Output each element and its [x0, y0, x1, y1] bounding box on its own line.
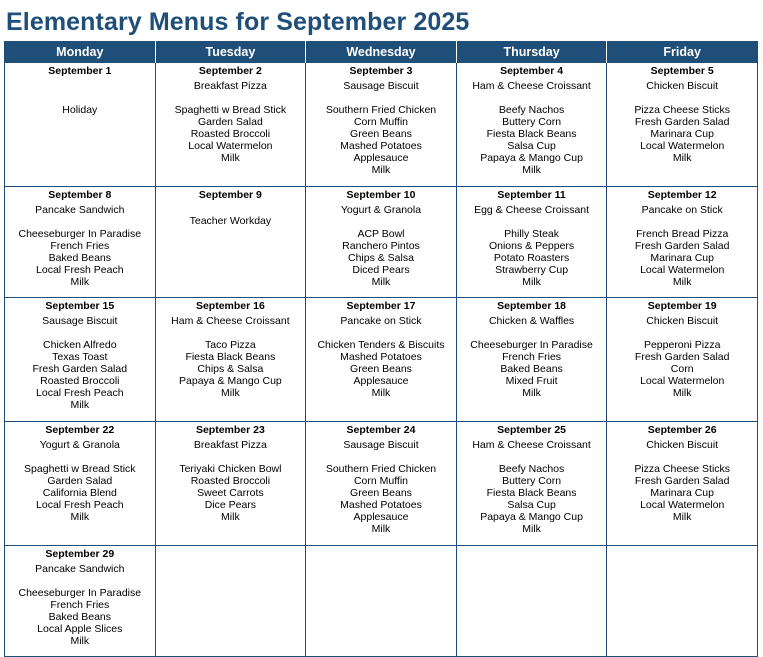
lunch-item: Roasted Broccoli	[40, 375, 120, 387]
empty-day-cell	[306, 546, 457, 657]
day-date: September 5	[650, 65, 714, 77]
menu-calendar	[4, 41, 758, 657]
breakfast-item: Pancake on Stick	[340, 315, 422, 327]
spacer	[308, 327, 454, 339]
spacer	[158, 201, 304, 215]
lunch-item: Salsa Cup	[507, 140, 556, 152]
lunch-item: Onions & Peppers	[488, 240, 575, 252]
lunch-item: Potato Roasters	[493, 252, 570, 264]
spacer	[158, 92, 304, 104]
day-cell	[5, 422, 156, 546]
lunch-item: Milk	[672, 511, 692, 523]
day-date: September 10	[346, 189, 416, 201]
day-date: September 15	[45, 300, 115, 312]
week-row	[5, 187, 758, 298]
lunch-item: Local Apple Slices	[37, 623, 123, 635]
spacer	[609, 216, 755, 228]
lunch-item: Pizza Cheese Sticks	[634, 104, 731, 116]
lunch-item: Marinara Cup	[650, 252, 714, 264]
spacer	[308, 216, 454, 228]
day-date: September 1	[48, 65, 112, 77]
breakfast-item: Sausage Biscuit	[343, 80, 419, 92]
lunch-item: Sweet Carrots	[197, 487, 264, 499]
spacer	[7, 451, 153, 463]
lunch-item: Local Fresh Peach	[36, 264, 124, 276]
day-header-wednesday: Wednesday	[306, 41, 457, 63]
lunch-item: Milk	[70, 399, 90, 411]
lunch-item: Mashed Potatoes	[340, 499, 422, 511]
lunch-item: Fresh Garden Salad	[634, 116, 730, 128]
lunch-item: Ranchero Pintos	[342, 240, 420, 252]
day-header-friday: Friday	[607, 41, 758, 63]
day-cell	[607, 187, 758, 298]
week-row	[5, 546, 758, 657]
lunch-item: Milk	[70, 511, 90, 523]
breakfast-item: Yogurt & Granola	[39, 439, 120, 451]
lunch-item: Cheeseburger In Paradise	[18, 587, 142, 599]
spacer	[609, 451, 755, 463]
day-cell	[5, 187, 156, 298]
spacer	[158, 451, 304, 463]
lunch-item: Milk	[672, 152, 692, 164]
day-date: September 11	[497, 189, 566, 201]
day-date: September 9	[198, 189, 262, 201]
page-title: Elementary Menus for September 2025	[6, 8, 470, 36]
day-date: September 18	[497, 300, 567, 312]
lunch-item: Fiesta Black Beans	[486, 128, 577, 140]
spacer	[609, 327, 755, 339]
lunch-item: Taco Pizza	[205, 339, 256, 351]
lunch-item: Local Watermelon	[640, 375, 725, 387]
lunch-item: Papaya & Mango Cup	[480, 511, 583, 523]
lunch-item: Milk	[70, 635, 90, 647]
day-date: September 24	[346, 424, 416, 436]
empty-day-cell	[155, 546, 306, 657]
day-cell	[155, 298, 306, 422]
lunch-item: Corn	[670, 363, 694, 375]
lunch-item: Baked Beans	[500, 363, 563, 375]
lunch-item: Local Watermelon	[640, 264, 725, 276]
lunch-item: Green Beans	[350, 128, 412, 140]
lunch-item: Spaghetti w Bread Stick	[24, 463, 136, 475]
lunch-item: Milk	[221, 387, 240, 399]
lunch-item: Marinara Cup	[650, 487, 714, 499]
day-cell	[306, 298, 457, 422]
day-date: September 25	[497, 424, 567, 436]
lunch-item: Salsa Cup	[507, 499, 556, 511]
day-date: September 8	[48, 189, 112, 201]
day-date: September 4	[500, 65, 564, 77]
day-date: September 22	[45, 424, 115, 436]
day-date: September 16	[195, 300, 265, 312]
lunch-item: Milk	[371, 387, 391, 399]
lunch-item: Cheeseburger In Paradise	[470, 339, 593, 351]
lunch-item: Buttery Corn	[502, 475, 562, 487]
lunch-item: Mashed Potatoes	[340, 351, 422, 363]
lunch-item: Corn Muffin	[353, 475, 409, 487]
day-cell	[456, 422, 607, 546]
breakfast-item: Chicken Biscuit	[646, 80, 719, 92]
lunch-item: Dice Pears	[204, 499, 257, 511]
spacer	[459, 327, 605, 339]
lunch-item: Pizza Cheese Sticks	[634, 463, 731, 475]
day-cell	[5, 546, 156, 657]
breakfast-item: Chicken Biscuit	[646, 315, 719, 327]
week-row	[5, 298, 758, 422]
lunch-item: French Fries	[50, 599, 110, 611]
lunch-item: Corn Muffin	[353, 116, 409, 128]
day-cell	[607, 422, 758, 546]
lunch-item: Fresh Garden Salad	[634, 351, 730, 363]
lunch-item: Milk	[221, 511, 240, 523]
lunch-item: Beefy Nachos	[498, 463, 565, 475]
day-header-tuesday: Tuesday	[155, 41, 306, 63]
day-cell	[155, 187, 306, 298]
day-cell	[306, 63, 457, 187]
day-cell	[607, 63, 758, 187]
lunch-item: Local Watermelon	[640, 499, 725, 511]
lunch-item: Local Watermelon	[640, 140, 725, 152]
day-date: September 19	[647, 300, 717, 312]
breakfast-item: Pancake Sandwich	[35, 563, 125, 575]
week-row	[5, 63, 758, 187]
lunch-item: Teacher Workday	[189, 215, 272, 227]
lunch-item: Milk	[371, 276, 391, 288]
lunch-item: Green Beans	[350, 487, 412, 499]
lunch-item: Southern Fried Chicken	[325, 104, 437, 116]
breakfast-item: Breakfast Pizza	[193, 80, 267, 92]
day-cell	[456, 63, 607, 187]
lunch-item: Milk	[371, 164, 391, 176]
spacer	[609, 92, 755, 104]
lunch-item: Garden Salad	[197, 116, 263, 128]
breakfast-item: Sausage Biscuit	[343, 439, 419, 451]
week-row	[5, 422, 758, 546]
lunch-item: Papaya & Mango Cup	[480, 152, 583, 164]
lunch-item: Milk	[522, 276, 541, 288]
breakfast-item: Ham & Cheese Croissant	[171, 315, 290, 327]
breakfast-item: Ham & Cheese Croissant	[472, 80, 591, 92]
lunch-item: Applesauce	[353, 152, 409, 164]
breakfast-item: Chicken Biscuit	[646, 439, 719, 451]
spacer	[158, 327, 304, 339]
lunch-item: Philly Steak	[504, 228, 559, 240]
lunch-item: Green Beans	[350, 363, 412, 375]
lunch-item: Southern Fried Chicken	[325, 463, 437, 475]
lunch-item: Texas Toast	[52, 351, 108, 363]
day-date: September 17	[346, 300, 416, 312]
lunch-item: Cheeseburger In Paradise	[18, 228, 142, 240]
day-date: September 3	[349, 65, 413, 77]
lunch-item: Teriyaki Chicken Bowl	[179, 463, 282, 475]
day-cell	[5, 63, 156, 187]
breakfast-item: Breakfast Pizza	[193, 439, 267, 451]
lunch-item: Chicken Tenders & Biscuits	[317, 339, 445, 351]
lunch-item: Milk	[70, 276, 90, 288]
lunch-item: Milk	[371, 523, 391, 535]
lunch-item: Spaghetti w Bread Stick	[174, 104, 287, 116]
lunch-item: Applesauce	[353, 375, 409, 387]
day-header-monday: Monday	[5, 41, 156, 63]
lunch-item: Chicken Alfredo	[43, 339, 117, 351]
lunch-item: Buttery Corn	[502, 116, 562, 128]
spacer	[7, 327, 153, 339]
breakfast-item: Pancake on Stick	[641, 204, 723, 216]
lunch-item: Roasted Broccoli	[190, 475, 271, 487]
lunch-item: Chips & Salsa	[197, 363, 264, 375]
empty-day-cell	[607, 546, 758, 657]
calendar-body	[5, 63, 758, 657]
lunch-item: Fresh Garden Salad	[32, 363, 128, 375]
lunch-item: Milk	[672, 276, 692, 288]
lunch-item: Beefy Nachos	[498, 104, 565, 116]
lunch-item: Local Watermelon	[188, 140, 273, 152]
lunch-item: Diced Pears	[352, 264, 410, 276]
day-cell	[456, 187, 607, 298]
breakfast-item: Pancake Sandwich	[35, 204, 125, 216]
breakfast-item: Yogurt & Granola	[340, 204, 422, 216]
empty-day-cell	[456, 546, 607, 657]
lunch-item: Holiday	[62, 104, 98, 116]
lunch-item: Fresh Garden Salad	[634, 240, 730, 252]
lunch-item: Chips & Salsa	[348, 252, 414, 264]
spacer	[459, 451, 605, 463]
spacer	[7, 575, 153, 587]
spacer	[308, 451, 454, 463]
day-cell	[155, 63, 306, 187]
day-date: September 12	[647, 189, 717, 201]
day-header-thursday: Thursday	[456, 41, 607, 63]
lunch-item: Milk	[522, 387, 541, 399]
spacer	[308, 92, 454, 104]
spacer	[459, 92, 605, 104]
lunch-item: Pepperoni Pizza	[643, 339, 721, 351]
day-cell	[5, 298, 156, 422]
lunch-item: Baked Beans	[48, 611, 112, 623]
lunch-item: Local Fresh Peach	[36, 387, 124, 399]
lunch-item: Milk	[522, 164, 541, 176]
lunch-item: Mashed Potatoes	[340, 140, 422, 152]
spacer	[459, 216, 605, 228]
lunch-item: Local Fresh Peach	[36, 499, 124, 511]
lunch-item: California Blend	[42, 487, 117, 499]
breakfast-item: Chicken & Waffles	[488, 315, 575, 327]
lunch-item: Fiesta Black Beans	[486, 487, 577, 499]
day-date: September 26	[647, 424, 717, 436]
lunch-item: Milk	[221, 152, 240, 164]
day-date: September 2	[198, 65, 262, 77]
lunch-item: Fresh Garden Salad	[634, 475, 730, 487]
day-date: September 23	[195, 424, 265, 436]
day-date: September 29	[45, 548, 115, 560]
lunch-item: French Fries	[502, 351, 562, 363]
lunch-item: Milk	[522, 523, 541, 535]
breakfast-item: Ham & Cheese Croissant	[472, 439, 591, 451]
breakfast-item: Egg & Cheese Croissant	[474, 204, 590, 216]
lunch-item: Milk	[672, 387, 692, 399]
lunch-item: Baked Beans	[48, 252, 112, 264]
breakfast-item: Sausage Biscuit	[42, 315, 118, 327]
lunch-item: Roasted Broccoli	[190, 128, 271, 140]
lunch-item: French Fries	[50, 240, 110, 252]
day-cell	[456, 298, 607, 422]
spacer	[7, 77, 153, 104]
lunch-item: Garden Salad	[47, 475, 113, 487]
lunch-item: Applesauce	[353, 511, 409, 523]
lunch-item: ACP Bowl	[357, 228, 405, 240]
lunch-item: Papaya & Mango Cup	[179, 375, 282, 387]
lunch-item: Marinara Cup	[650, 128, 714, 140]
lunch-item: Strawberry Cup	[495, 264, 569, 276]
day-cell	[155, 422, 306, 546]
lunch-item: Mixed Fruit	[505, 375, 558, 387]
lunch-item: French Bread Pizza	[636, 228, 729, 240]
day-cell	[607, 298, 758, 422]
day-cell	[306, 422, 457, 546]
spacer	[7, 216, 153, 228]
day-cell	[306, 187, 457, 298]
lunch-item: Fiesta Black Beans	[185, 351, 276, 363]
day-header-row	[5, 41, 758, 63]
